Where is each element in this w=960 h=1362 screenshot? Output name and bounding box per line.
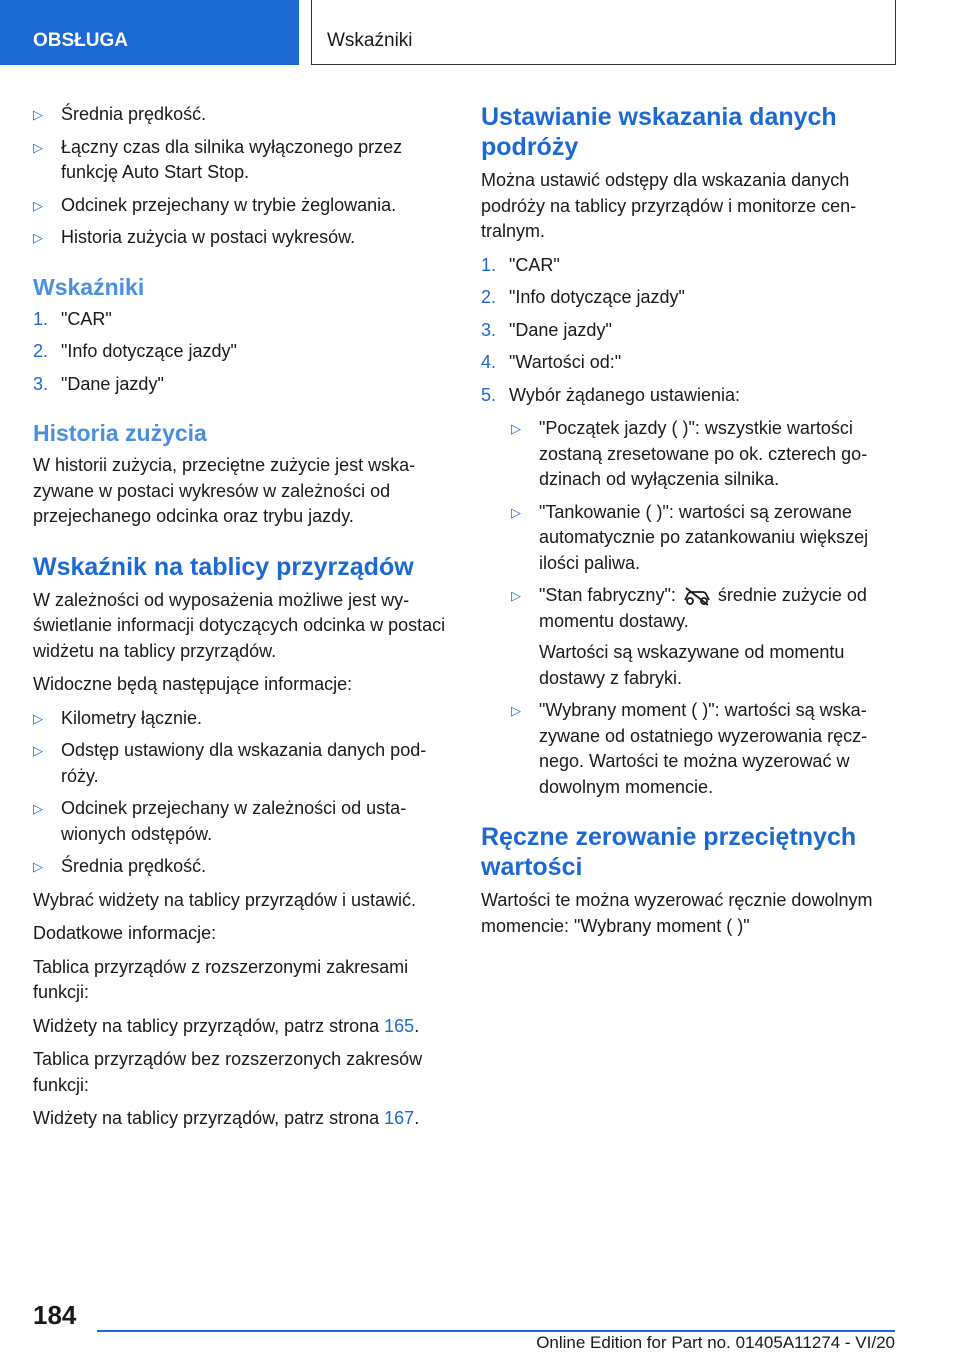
list-item: ▷ Średnia prędkość. — [33, 102, 451, 128]
list-item: 5. Wybór żądanego ustawienia: — [481, 384, 740, 405]
list-item: 2. "Info dotyczące jazdy" — [33, 341, 237, 361]
ustawianie-steps — [481, 253, 899, 409]
tablica-ref-2: Widżety na tablicy przyrządów, patrz strona 167. — [33, 1108, 420, 1128]
list-item: ▷ Łączny czas dla silnika wyłączonego przez funkcję Auto Start Stop. — [33, 136, 403, 182]
list-item: ▷ Odcinek przejechany w trybie żeglowania. — [33, 193, 451, 219]
triangle-bullet-icon: ▷ — [33, 107, 43, 122]
triangle-bullet-icon: ▷ — [511, 504, 521, 520]
list-item: ▷ Odstęp ustawiony dla wskazania danych podróży. — [33, 740, 427, 786]
heading-ustawianie: Ustawianie wskazania danych podróży — [481, 103, 837, 161]
triangle-bullet-icon: ▷ — [33, 197, 43, 213]
ustawianie-options — [511, 416, 899, 800]
header-chapter-box — [311, 0, 896, 65]
tablica-ref-1: Widżety na tablicy przyrządów, patrz strona 165. — [33, 1015, 420, 1036]
list-item: ▷ "Wybrany moment ( )": wartości są wskazywane od ostatniego wyzerowania ręcznego. Wartości te można wyzerować w dowolnym momencie. — [511, 700, 868, 797]
tablica-intro: W zależności od wyposażenia możliwe jest wyświetlanie informacji dotyczących odcinka w postaci widżetu na tablicy przyrządów. — [33, 589, 446, 661]
list-item: 3. "Dane jazdy" — [481, 319, 612, 340]
triangle-bullet-icon: ▷ — [33, 801, 43, 816]
list-item: ▷ "Tankowanie ( )": wartości są zerowane automatycznie po zatankowaniu większej ilości paliwa. — [511, 501, 869, 573]
list-item: ▷ Odcinek przejechany w zależności od ustawionych odstępów. — [33, 798, 407, 844]
triangle-bullet-icon: ▷ — [511, 421, 521, 436]
heading-tablica: Wskaźnik na tablicy przyrządów — [33, 552, 414, 581]
list-item: ▷ "Stan fabryczny": średnie zużycie od momentu dostawy. Wartości są wskazywane od momentu dostawy z fabryki. — [511, 583, 899, 691]
triangle-bullet-icon: ▷ — [33, 230, 43, 245]
footer-edition: Online Edition for Part no. 01405A11274 - VI/20 — [536, 1333, 895, 1352]
tablica-select: Wybrać widżety na tablicy przyrządów i ustawić. — [33, 889, 416, 910]
triangle-bullet-icon: ▷ — [33, 859, 43, 874]
right-column — [481, 102, 899, 947]
footer-divider — [97, 1330, 895, 1332]
header-chapter-label: Wskaźniki — [327, 30, 413, 51]
list-item: ▷ Średnia prędkość. — [33, 854, 451, 880]
page-link-167[interactable]: 167 — [384, 1108, 415, 1128]
left-column — [33, 102, 451, 1140]
ustawianie-intro: Można ustawić odstępy dla wskazania danych podróży na tablicy przyrządów i monitorze centralnym. — [481, 170, 857, 241]
list-item: 3. "Dane jazdy" — [33, 373, 164, 394]
triangle-bullet-icon: ▷ — [511, 588, 521, 603]
triangle-bullet-icon: ▷ — [33, 139, 43, 155]
list-item: 4. "Wartości od:" — [481, 352, 622, 372]
tablica-ext: Tablica przyrządów z rozszerzonymi zakresami funkcji: — [33, 956, 409, 1002]
eco-car-icon — [682, 585, 712, 607]
list-item: 1. "CAR" — [33, 308, 112, 329]
tablica-visible: Widoczne będą następujące informacje: — [33, 674, 353, 694]
historia-text: W historii zużycia, przeciętne zużycie jest wskazywane w postaci wykresów w zależności od przejechanego odcinka oraz trybu jazdy. — [33, 455, 416, 526]
wskazniki-steps — [33, 307, 451, 398]
header-section-tab — [0, 0, 299, 65]
list-item: 2. "Info dotyczące jazdy" — [481, 287, 685, 307]
intro-bullet-list — [33, 102, 451, 251]
header-section-label: OBSŁUGA — [33, 30, 128, 51]
factory-extra-text: Wartości są wskazywane od momentu dostawy z fabryki. — [539, 642, 845, 688]
heading-historia: Historia zużycia — [33, 420, 207, 446]
list-item: ▷ Kilometry łącznie. — [33, 706, 451, 732]
list-item: ▷ "Początek jazdy ( )": wszystkie wartości zostaną zresetowane po ok. czterech godzinach od wyłączenia silnika. — [511, 418, 868, 489]
tablica-bullet-list — [33, 706, 451, 880]
triangle-bullet-icon: ▷ — [33, 710, 43, 726]
list-item: ▷ Historia zużycia w postaci wykresów. — [33, 225, 451, 251]
tablica-noext: Tablica przyrządów bez rozszerzonych zakresów funkcji: — [33, 1049, 423, 1095]
tablica-more: Dodatkowe informacje: — [33, 923, 217, 943]
page-link-165[interactable]: 165 — [384, 1015, 415, 1036]
reczne-text: Wartości te można wyzerować ręcznie dowolnym momencie: "Wybrany moment ( )" — [481, 890, 873, 936]
page-number: 184 — [33, 1300, 77, 1330]
list-item: 1. "CAR" — [481, 254, 560, 275]
triangle-bullet-icon: ▷ — [511, 703, 521, 718]
triangle-bullet-icon: ▷ — [33, 743, 43, 758]
heading-wskazniki: Wskaźniki — [33, 273, 145, 300]
heading-reczne: Ręczne zerowanie przeciętnych wartości — [481, 823, 857, 881]
